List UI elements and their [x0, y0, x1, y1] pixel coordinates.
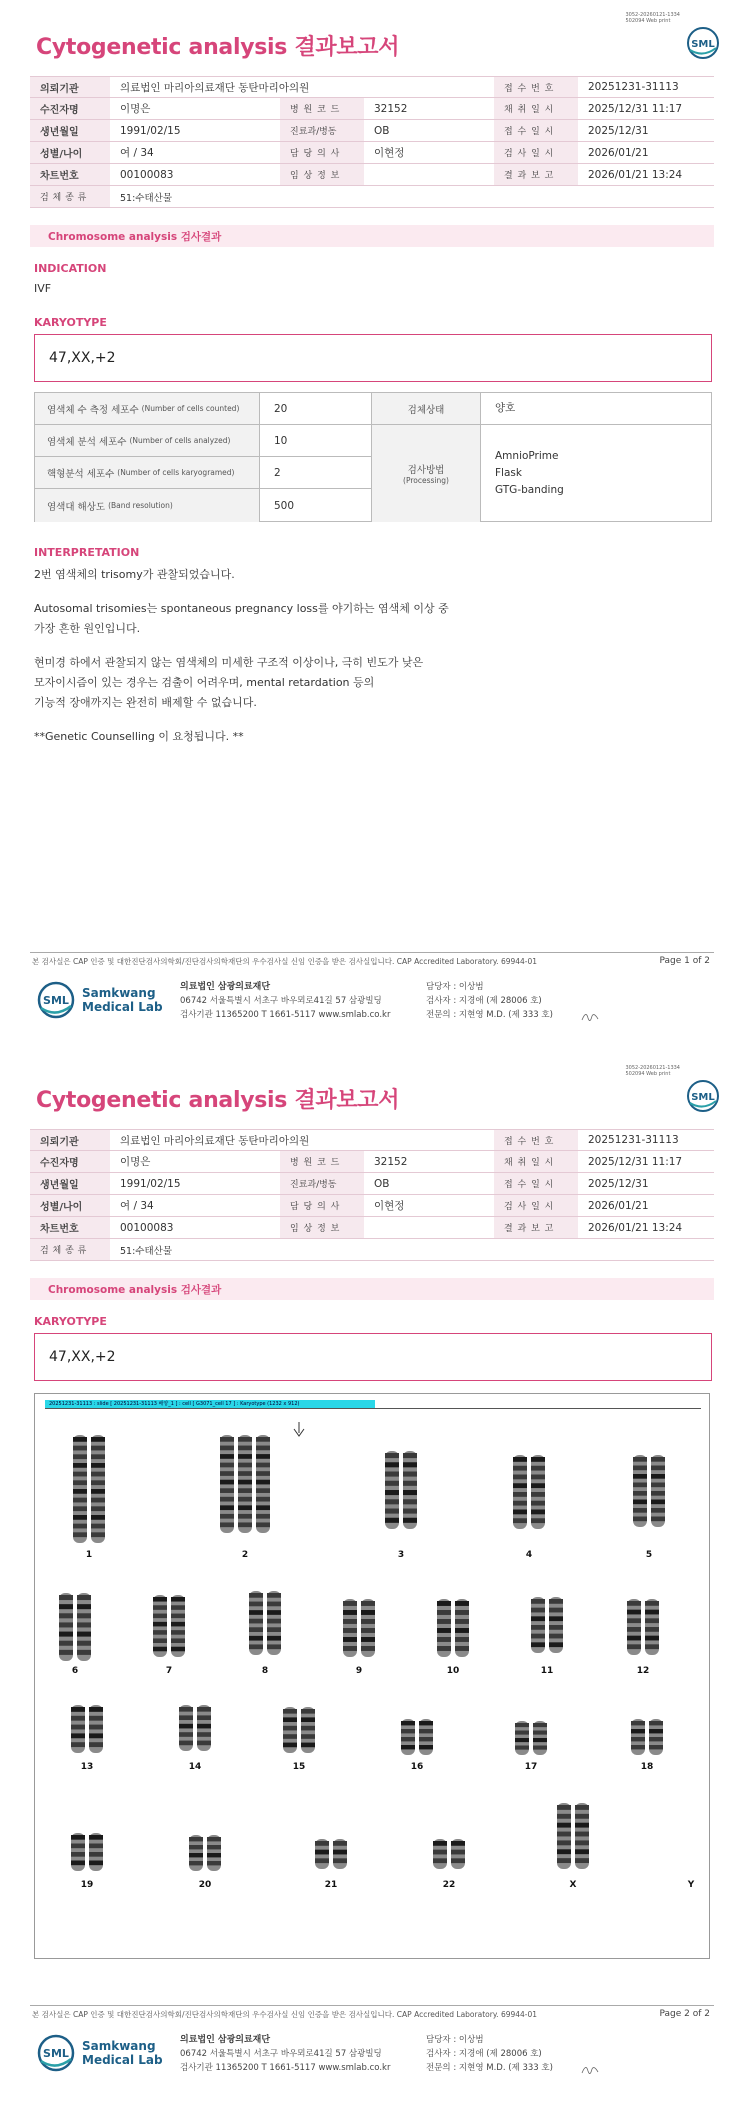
karyogram-caption: 20251231-31113 : slide [ 20251231-31113 배양_1 ] : cell [ G3071_cell 17 ] : Karyotype (1232 x 912): [45, 1400, 375, 1408]
chromosome-pair: [529, 1596, 565, 1654]
receipt-no-value: 20251231-31113: [588, 81, 679, 93]
dob-value: 1991/02/15: [120, 1177, 181, 1190]
section-title: Chromosome analysis 검사결과: [30, 225, 714, 247]
ward-code-value: 32152: [374, 1155, 408, 1168]
doctor-label: 담 당 의 사: [280, 1195, 364, 1216]
chromosome-label: 21: [324, 1880, 338, 1890]
page-number: Page 2 of 2: [659, 2009, 710, 2019]
interpretation-p4: **Genetic Counselling 이 요청됩니다. **: [34, 730, 244, 743]
chart-label: 차트번호: [30, 164, 110, 185]
dept-label: 진료과/병동: [280, 1173, 364, 1194]
chromosome-label: 1: [85, 1550, 93, 1560]
cell-count-table: [34, 392, 712, 522]
chromosome-label: 3: [397, 1550, 405, 1560]
sex-label: 성별/나이: [30, 1195, 110, 1216]
footer-address: 의료법인 삼광의료재단 06742 서울특별시 서초구 바우뫼로41길 57 삼광빌딩 검사기관 11365200 T 1661-5117 www.smlab.co.kr: [180, 2035, 391, 2073]
karyotype-result: 47,XX,+2: [34, 1333, 712, 1381]
chromosome-pair: [555, 1802, 591, 1870]
chromosome-pair: [431, 1838, 467, 1870]
chromosome-pair: [631, 1454, 667, 1528]
karyotype-result: 47,XX,+2: [34, 334, 712, 382]
interpretation-p1: 2번 염색체의 trisomy가 관찰되었습니다.: [34, 568, 235, 581]
chromosome-label: 2: [241, 1550, 249, 1560]
dob-label: 생년월일: [30, 120, 110, 141]
clinical-value: [364, 1217, 494, 1238]
cells-karyogramed-label: 핵형분석 세포수 (Number of cells karyogramed): [35, 457, 259, 489]
report-value: 2026/01/21 13:24: [588, 168, 683, 181]
receipt-date-value: 2025/12/31: [588, 124, 649, 137]
sex-value: 여 / 34: [120, 147, 154, 159]
method-item: GTG-banding: [495, 484, 564, 496]
chromosome-label: 8: [261, 1666, 269, 1676]
patient-value: 이명은: [120, 103, 151, 115]
indication-heading: INDICATION: [34, 262, 107, 275]
specimen-state-value: 양호: [481, 393, 711, 425]
test-date-value: 2026/01/21: [588, 146, 649, 159]
interpretation-p2b: 가장 흔한 원인입니다.: [34, 622, 141, 635]
cells-karyogramed-value: 2: [259, 457, 371, 489]
ward-code-value: 32152: [374, 102, 408, 115]
chromosome-pair: [151, 1594, 187, 1658]
chromosome-label: X: [569, 1880, 577, 1890]
chromosome-label: 7: [165, 1666, 173, 1676]
test-date-label: 검 사 일 시: [494, 1195, 578, 1216]
chromosome-pair: [218, 1434, 272, 1534]
collect-label: 채 취 일 시: [494, 1151, 578, 1172]
specimen-value: 51:수태산물: [120, 1245, 172, 1257]
chromosome-pair: [177, 1704, 213, 1752]
chromosome-label: Y: [687, 1880, 695, 1890]
chromosome-pair: [247, 1590, 283, 1656]
chart-value: 00100083: [120, 168, 174, 181]
chromosome-pair: [313, 1838, 349, 1870]
receipt-date-value: 2025/12/31: [588, 1177, 649, 1190]
collect-value: 2025/12/31 11:17: [588, 102, 683, 115]
requester-label: 의뢰기관: [30, 77, 110, 97]
clinical-label: 임 상 정 보: [280, 164, 364, 185]
chromosome-pair: [399, 1718, 435, 1756]
method-item: Flask: [495, 467, 522, 479]
chromosome-pair: [341, 1598, 377, 1658]
cells-analyzed-label: 염색체 분석 세포수 (Number of cells analyzed): [35, 425, 259, 457]
receipt-no-label: 접 수 번 호: [494, 77, 578, 97]
sex-value: 여 / 34: [120, 1200, 154, 1212]
chromosome-label: 9: [355, 1666, 363, 1676]
chromosome-label: 17: [524, 1762, 538, 1772]
chromosome-label: 10: [446, 1666, 460, 1676]
chromosome-pair: [435, 1598, 471, 1658]
receipt-no-label: 접 수 번 호: [494, 1130, 578, 1150]
doctor-label: 담 당 의 사: [280, 142, 364, 163]
interpretation-p3b: 모자이시즘이 있는 경우는 검출이 어려우며, mental retardation 등의: [34, 676, 375, 689]
chromosome-pair: [513, 1720, 549, 1756]
signature-icon: [580, 1010, 600, 1024]
dept-value: OB: [374, 1177, 390, 1190]
svg-text:SML: SML: [691, 1092, 715, 1103]
chromosome-label: 13: [80, 1762, 94, 1772]
requester-label: 의뢰기관: [30, 1130, 110, 1150]
chromosome-pair: [57, 1592, 93, 1662]
samkwang-logo-icon: [36, 980, 76, 1020]
chart-label: 차트번호: [30, 1217, 110, 1238]
ward-code-label: 병 원 코 드: [280, 1151, 364, 1172]
indication-text: IVF: [34, 282, 52, 295]
dept-value: OB: [374, 124, 390, 137]
karyogram-image: [34, 1393, 710, 1959]
sex-label: 성별/나이: [30, 142, 110, 163]
footer-logo: SML Samkwang Medical Lab: [36, 2033, 163, 2073]
chromosome-label: 22: [442, 1880, 456, 1890]
chromosome-label: 18: [640, 1762, 654, 1772]
patient-label: 수진자명: [30, 98, 110, 119]
chromosome-label: 14: [188, 1762, 202, 1772]
specimen-label: 검 체 종 류: [30, 186, 110, 207]
chromosome-label: 4: [525, 1550, 533, 1560]
chromosome-label: 19: [80, 1880, 94, 1890]
band-resolution-label: 염색대 해상도 (Band resolution): [35, 489, 259, 522]
print-code: 3052-20260121-1334 502094 Web print: [625, 12, 680, 24]
report-page-2: [0, 1052, 744, 2104]
cells-analyzed-value: 10: [259, 425, 371, 457]
chromosome-pair: [187, 1834, 223, 1872]
patient-info-table: [30, 1129, 714, 1261]
chromosome-pair: [69, 1704, 105, 1754]
footer-note: 본 검사실은 CAP 인증 및 대한진단검사의학회/진단검사의학재단의 우수검사실 신임 인증을 받은 검사실입니다. CAP Accredited Laboratory. 69944-01: [32, 957, 538, 966]
requester-value: 의료법인 마리아의료재단 동탄마리아의원: [120, 1134, 310, 1147]
report-label: 결 과 보 고: [494, 1217, 578, 1238]
band-resolution-value: 500: [259, 489, 371, 522]
clinical-value: [364, 164, 494, 185]
chromosome-label: 16: [410, 1762, 424, 1772]
footer-address: 의료법인 삼광의료재단 06742 서울특별시 서초구 바우뫼로41길 57 삼광빌딩 검사기관 11365200 T 1661-5117 www.smlab.co.kr: [180, 982, 391, 1020]
method-item: AmnioPrime: [495, 450, 559, 462]
report-label: 결 과 보 고: [494, 164, 578, 185]
chromosome-pair: [511, 1454, 547, 1530]
chromosome-label: 11: [540, 1666, 554, 1676]
receipt-date-label: 접 수 일 시: [494, 1173, 578, 1194]
doctor-value: 이현정: [374, 147, 405, 159]
svg-text:SML: SML: [691, 39, 715, 50]
requester-value: 의료법인 마리아의료재단 동탄마리아의원: [120, 81, 310, 94]
test-date-value: 2026/01/21: [588, 1199, 649, 1212]
patient-info-table: [30, 76, 714, 208]
report-title: Cytogenetic analysis 결과보고서: [36, 35, 400, 60]
footer-logo: SML Samkwang Medical Lab: [36, 980, 163, 1020]
sml-logo-icon: [686, 26, 720, 60]
interpretation-p3c: 기능적 장애까지는 완전히 배제할 수 없습니다.: [34, 696, 257, 709]
svg-text:SML: SML: [43, 2047, 69, 2060]
report-value: 2026/01/21 13:24: [588, 1221, 683, 1234]
chromosome-pair: [383, 1450, 419, 1530]
collect-value: 2025/12/31 11:17: [588, 1155, 683, 1168]
dob-label: 생년월일: [30, 1173, 110, 1194]
arrow-down-icon: [293, 1422, 305, 1438]
patient-label: 수진자명: [30, 1151, 110, 1172]
clinical-label: 임 상 정 보: [280, 1217, 364, 1238]
interpretation-heading: INTERPRETATION: [34, 546, 140, 559]
doctor-value: 이현정: [374, 1200, 405, 1212]
dept-label: 진료과/병동: [280, 120, 364, 141]
signature-icon: [580, 2063, 600, 2077]
interpretation-p3a: 현미경 하에서 관찰되지 않는 염색체의 미세한 구조적 이상이나, 극히 빈도가 낮은: [34, 656, 424, 669]
footer-divider: [30, 952, 714, 953]
specimen-state-label: 검체상태: [371, 393, 481, 425]
chromosome-pair: [71, 1434, 107, 1544]
page-number: Page 1 of 2: [659, 956, 710, 966]
ward-code-label: 병 원 코 드: [280, 98, 364, 119]
karyotype-heading: KARYOTYPE: [34, 316, 107, 329]
interpretation-p2a: Autosomal trisomies는 spontaneous pregnancy loss를 야기하는 염색체 이상 중: [34, 602, 449, 615]
report-title: Cytogenetic analysis 결과보고서: [36, 1088, 400, 1113]
karyogram-divider: [45, 1408, 701, 1409]
receipt-date-label: 접 수 일 시: [494, 120, 578, 141]
chart-value: 00100083: [120, 1221, 174, 1234]
sml-logo-icon: [686, 1079, 720, 1113]
samkwang-logo-icon: [36, 2033, 76, 2073]
section-title: Chromosome analysis 검사결과: [30, 1278, 714, 1300]
chromosome-label: 6: [71, 1666, 79, 1676]
footer-note: 본 검사실은 CAP 인증 및 대한진단검사의학회/진단검사의학재단의 우수검사실 신임 인증을 받은 검사실입니다. CAP Accredited Laboratory. 69944-01: [32, 2010, 538, 2019]
specimen-value: 51:수태산물: [120, 192, 172, 204]
chromosome-pair: [69, 1832, 105, 1872]
collect-label: 채 취 일 시: [494, 98, 578, 119]
footer-staff: 담당자 : 이상범 검사자 : 지경애 (제 28006 호) 전문의 : 지현영 M.D. (제 333 호): [426, 982, 553, 1020]
receipt-no-value: 20251231-31113: [588, 1134, 679, 1146]
chromosome-label: 12: [636, 1666, 650, 1676]
chromosome-pair: [625, 1598, 661, 1656]
svg-text:SML: SML: [43, 994, 69, 1007]
cells-counted-value: 20: [259, 393, 371, 425]
karyotype-heading: KARYOTYPE: [34, 1315, 107, 1328]
method-values: [481, 425, 711, 522]
patient-value: 이명은: [120, 1156, 151, 1168]
footer-divider: [30, 2005, 714, 2006]
dob-value: 1991/02/15: [120, 124, 181, 137]
chromosome-pair: [281, 1706, 317, 1754]
chromosome-label: 20: [198, 1880, 212, 1890]
footer-staff: 담당자 : 이상범 검사자 : 지경애 (제 28006 호) 전문의 : 지현영 M.D. (제 333 호): [426, 2035, 553, 2073]
specimen-label: 검 체 종 류: [30, 1239, 110, 1260]
chromosome-label: 5: [645, 1550, 653, 1560]
print-code: 3052-20260121-1334 502094 Web print: [625, 1065, 680, 1077]
chromosome-pair: [629, 1718, 665, 1756]
test-date-label: 검 사 일 시: [494, 142, 578, 163]
method-label: 검사방법 (Processing): [371, 425, 481, 522]
cells-counted-label: 염색체 수 측정 세포수 (Number of cells counted): [35, 393, 259, 425]
chromosome-label: 15: [292, 1762, 306, 1772]
